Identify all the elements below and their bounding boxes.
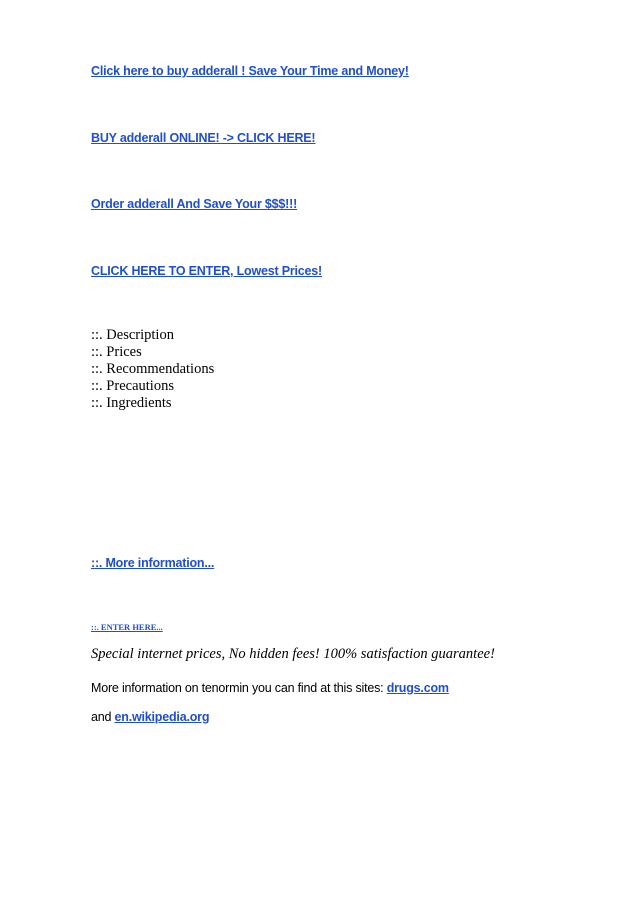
info-menu [91, 327, 214, 412]
buy-time-money-link[interactable]: Click here to buy adderall ! Save Your Time and Money! [91, 64, 409, 78]
menu-item-ingredients: ::. Ingredients [91, 395, 172, 411]
drugs-com-link[interactable]: drugs.com [386, 681, 449, 695]
enter-lowest-prices-link[interactable]: CLICK HERE TO ENTER, Lowest Prices! [91, 264, 323, 278]
enter-here-link[interactable]: ::. ENTER HERE... [91, 622, 163, 632]
buy-online-link[interactable]: BUY adderall ONLINE! -> CLICK HERE! [91, 131, 316, 145]
menu-item-recommendations: ::. Recommendations [91, 361, 215, 377]
info-line-sites [91, 681, 449, 695]
menu-item-precautions: ::. Precautions [91, 378, 174, 394]
info-line-and [91, 710, 209, 724]
tagline: Special internet prices, No hidden fees! 100% satisfaction guarantee! [91, 646, 495, 662]
info-and: and [91, 710, 115, 724]
more-information-link[interactable]: ::. More information... [91, 556, 215, 570]
order-save-link[interactable]: Order adderall And Save Your $$$!!! [91, 197, 298, 211]
menu-item-description: ::. Description [91, 327, 174, 343]
wikipedia-link[interactable]: en.wikipedia.org [114, 710, 210, 724]
menu-item-prices: ::. Prices [91, 344, 142, 360]
info-prefix: More information on tenormin you can find at this sites: [91, 681, 387, 695]
